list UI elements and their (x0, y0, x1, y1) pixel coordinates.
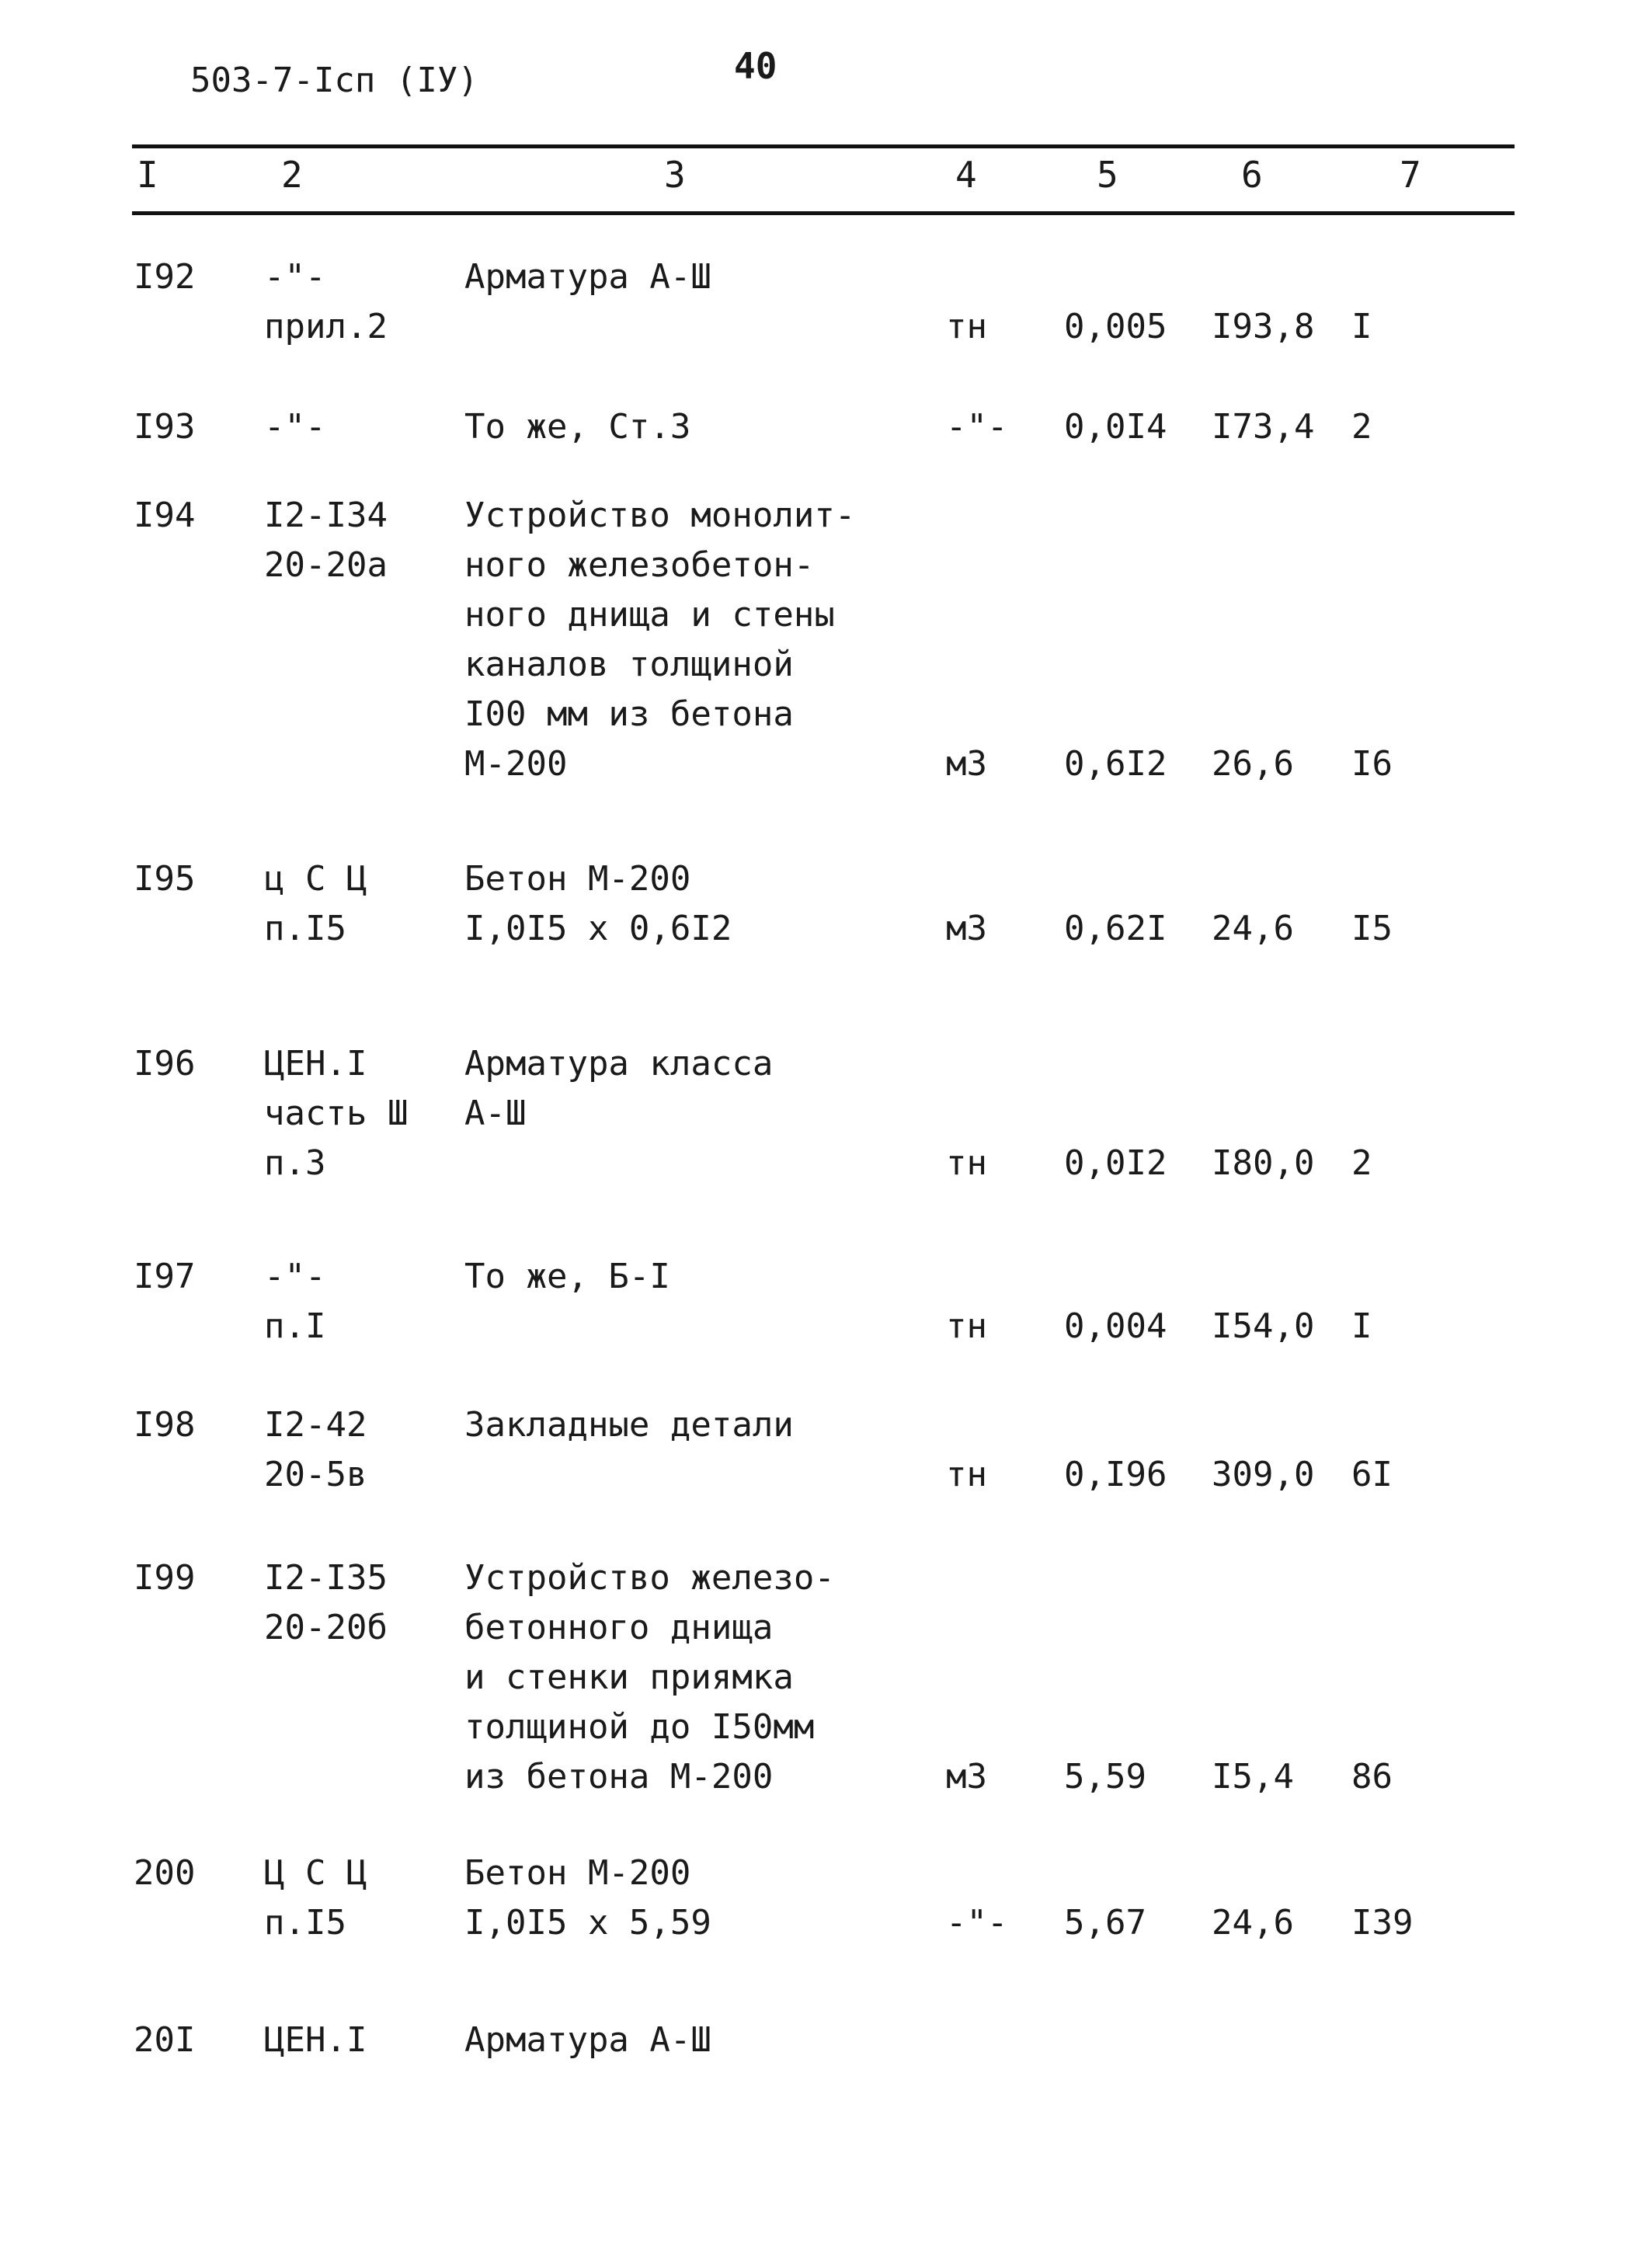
reference-cell (264, 1252, 325, 1351)
reference-cell (264, 491, 388, 590)
reference-line: ЦЕН.I (264, 2020, 367, 2060)
reference-cell (264, 1039, 408, 1188)
unit-price-cell: 26,6 (1212, 744, 1294, 784)
row-number-cell: I99 (134, 1558, 196, 1598)
unit-price-cell: I80,0 (1212, 1143, 1315, 1183)
reference-line: часть Ш (264, 1094, 409, 1133)
description-cell (464, 1039, 773, 1139)
header-bottom-rule (132, 211, 1515, 215)
total-cost-cell: 6I (1351, 1455, 1393, 1494)
row-number-cell: I98 (134, 1405, 196, 1445)
unit-price-cell: I5,4 (1212, 1757, 1294, 1797)
quantity-cell: 0,0I2 (1064, 1143, 1167, 1183)
unit-cell: тн (946, 307, 987, 346)
description-line: из бетона М-200 (464, 1757, 774, 1797)
description-line: бетонного днища (464, 1608, 774, 1647)
description-line: Бетон М-200 (464, 1853, 691, 1893)
reference-line: -"- (264, 407, 326, 447)
unit-cell: тн (946, 1455, 987, 1494)
reference-line: Ц С Ц (264, 1853, 367, 1893)
total-cost-cell: 2 (1351, 407, 1372, 447)
reference-line: 20-20а (264, 545, 388, 585)
unit-price-cell: I73,4 (1212, 407, 1315, 447)
column-header-4: 4 (955, 154, 977, 196)
row-number-cell: I94 (134, 496, 196, 535)
unit-cell: -"- (946, 1903, 1008, 1943)
description-line: Устройство железо- (464, 1558, 835, 1598)
description-line: Бетон М-200 (464, 859, 691, 899)
unit-price-cell: I54,0 (1212, 1306, 1315, 1346)
document-code: 503-7-Iсп (IУ) (190, 61, 478, 100)
row-number-cell: I97 (134, 1257, 196, 1296)
description-cell (464, 491, 855, 789)
column-header-6: 6 (1241, 154, 1263, 196)
reference-line: I2-I34 (264, 496, 388, 535)
description-line: Арматура А-Ш (464, 2020, 711, 2060)
row-number-cell: I95 (134, 859, 196, 899)
description-line: толщиной до I50мм (464, 1707, 815, 1747)
description-cell (464, 1252, 670, 1302)
reference-line: п.I5 (264, 1903, 346, 1943)
column-header-2: 2 (281, 154, 303, 196)
reference-cell (264, 252, 388, 352)
total-cost-cell: I (1351, 1306, 1372, 1346)
reference-line: п.I (264, 1306, 326, 1346)
unit-cell: тн (946, 1143, 987, 1183)
quantity-cell: 0,6I2 (1064, 744, 1167, 784)
description-cell (464, 854, 732, 954)
description-cell (464, 1553, 835, 1802)
unit-price-cell: I93,8 (1212, 307, 1315, 346)
description-cell (464, 2016, 711, 2065)
description-line: Арматура класса (464, 1044, 774, 1083)
column-header-5: 5 (1097, 154, 1118, 196)
row-number-cell: I92 (134, 257, 196, 297)
reference-cell (264, 854, 367, 954)
quantity-cell: 0,005 (1064, 307, 1167, 346)
total-cost-cell: I39 (1351, 1903, 1414, 1943)
description-cell (464, 402, 690, 452)
unit-cell: тн (946, 1306, 987, 1346)
row-number-cell: I93 (134, 407, 196, 447)
total-cost-cell: I6 (1351, 744, 1393, 784)
total-cost-cell: I5 (1351, 909, 1393, 948)
reference-cell (264, 402, 325, 452)
unit-cell: м3 (946, 1757, 987, 1797)
description-line: ного железобетон- (464, 545, 815, 585)
description-line: М-200 (464, 744, 568, 784)
description-cell (464, 1400, 794, 1450)
page-number: 40 (734, 45, 777, 87)
unit-price-cell: 24,6 (1212, 909, 1294, 948)
quantity-cell: 5,67 (1064, 1903, 1146, 1943)
row-number-cell: 200 (134, 1853, 196, 1893)
quantity-cell: 0,004 (1064, 1306, 1167, 1346)
column-header-1: I (137, 154, 158, 196)
quantity-cell: 0,62I (1064, 909, 1167, 948)
reference-line: ц С Ц (264, 859, 367, 899)
description-line: и стенки приямка (464, 1657, 794, 1697)
reference-cell (264, 1400, 367, 1500)
total-cost-cell: 86 (1351, 1757, 1393, 1797)
description-line: I,0I5 х 5,59 (464, 1903, 711, 1943)
description-cell (464, 1849, 711, 1948)
reference-line: ЦЕН.I (264, 1044, 367, 1083)
reference-line: I2-I35 (264, 1558, 388, 1598)
reference-line: -"- (264, 257, 326, 297)
column-header-7: 7 (1400, 154, 1421, 196)
total-cost-cell: 2 (1351, 1143, 1372, 1183)
description-cell (464, 252, 711, 302)
reference-line: I2-42 (264, 1405, 367, 1445)
table-top-rule (132, 144, 1515, 148)
description-line: Закладные детали (464, 1405, 794, 1445)
reference-line: 20-20б (264, 1608, 388, 1647)
description-line: То же, Б-I (464, 1257, 670, 1296)
description-line: ного днища и стены (464, 595, 835, 635)
unit-price-cell: 24,6 (1212, 1903, 1294, 1943)
unit-cell: м3 (946, 909, 987, 948)
row-number-cell: 20I (134, 2020, 196, 2060)
unit-price-cell: 309,0 (1212, 1455, 1315, 1494)
reference-cell (264, 1553, 388, 1653)
reference-line: п.I5 (264, 909, 346, 948)
quantity-cell: 0,I96 (1064, 1455, 1167, 1494)
row-number-cell: I96 (134, 1044, 196, 1083)
quantity-cell: 0,0I4 (1064, 407, 1167, 447)
reference-line: 20-5в (264, 1455, 367, 1494)
reference-cell (264, 2016, 367, 2065)
reference-cell (264, 1849, 367, 1948)
description-line: I,0I5 х 0,6I2 (464, 909, 732, 948)
description-line: каналов толщиной (464, 645, 794, 684)
description-line: Устройство монолит- (464, 496, 856, 535)
column-header-3: 3 (664, 154, 686, 196)
description-line: То же, Ст.3 (464, 407, 691, 447)
reference-line: прил.2 (264, 307, 388, 346)
description-line: I00 мм из бетона (464, 694, 794, 734)
description-line: Арматура А-Ш (464, 257, 711, 297)
unit-cell: м3 (946, 744, 987, 784)
reference-line: п.3 (264, 1143, 326, 1183)
unit-cell: -"- (946, 407, 1008, 447)
reference-line: -"- (264, 1257, 326, 1296)
total-cost-cell: I (1351, 307, 1372, 346)
quantity-cell: 5,59 (1064, 1757, 1146, 1797)
description-line: А-Ш (464, 1094, 527, 1133)
